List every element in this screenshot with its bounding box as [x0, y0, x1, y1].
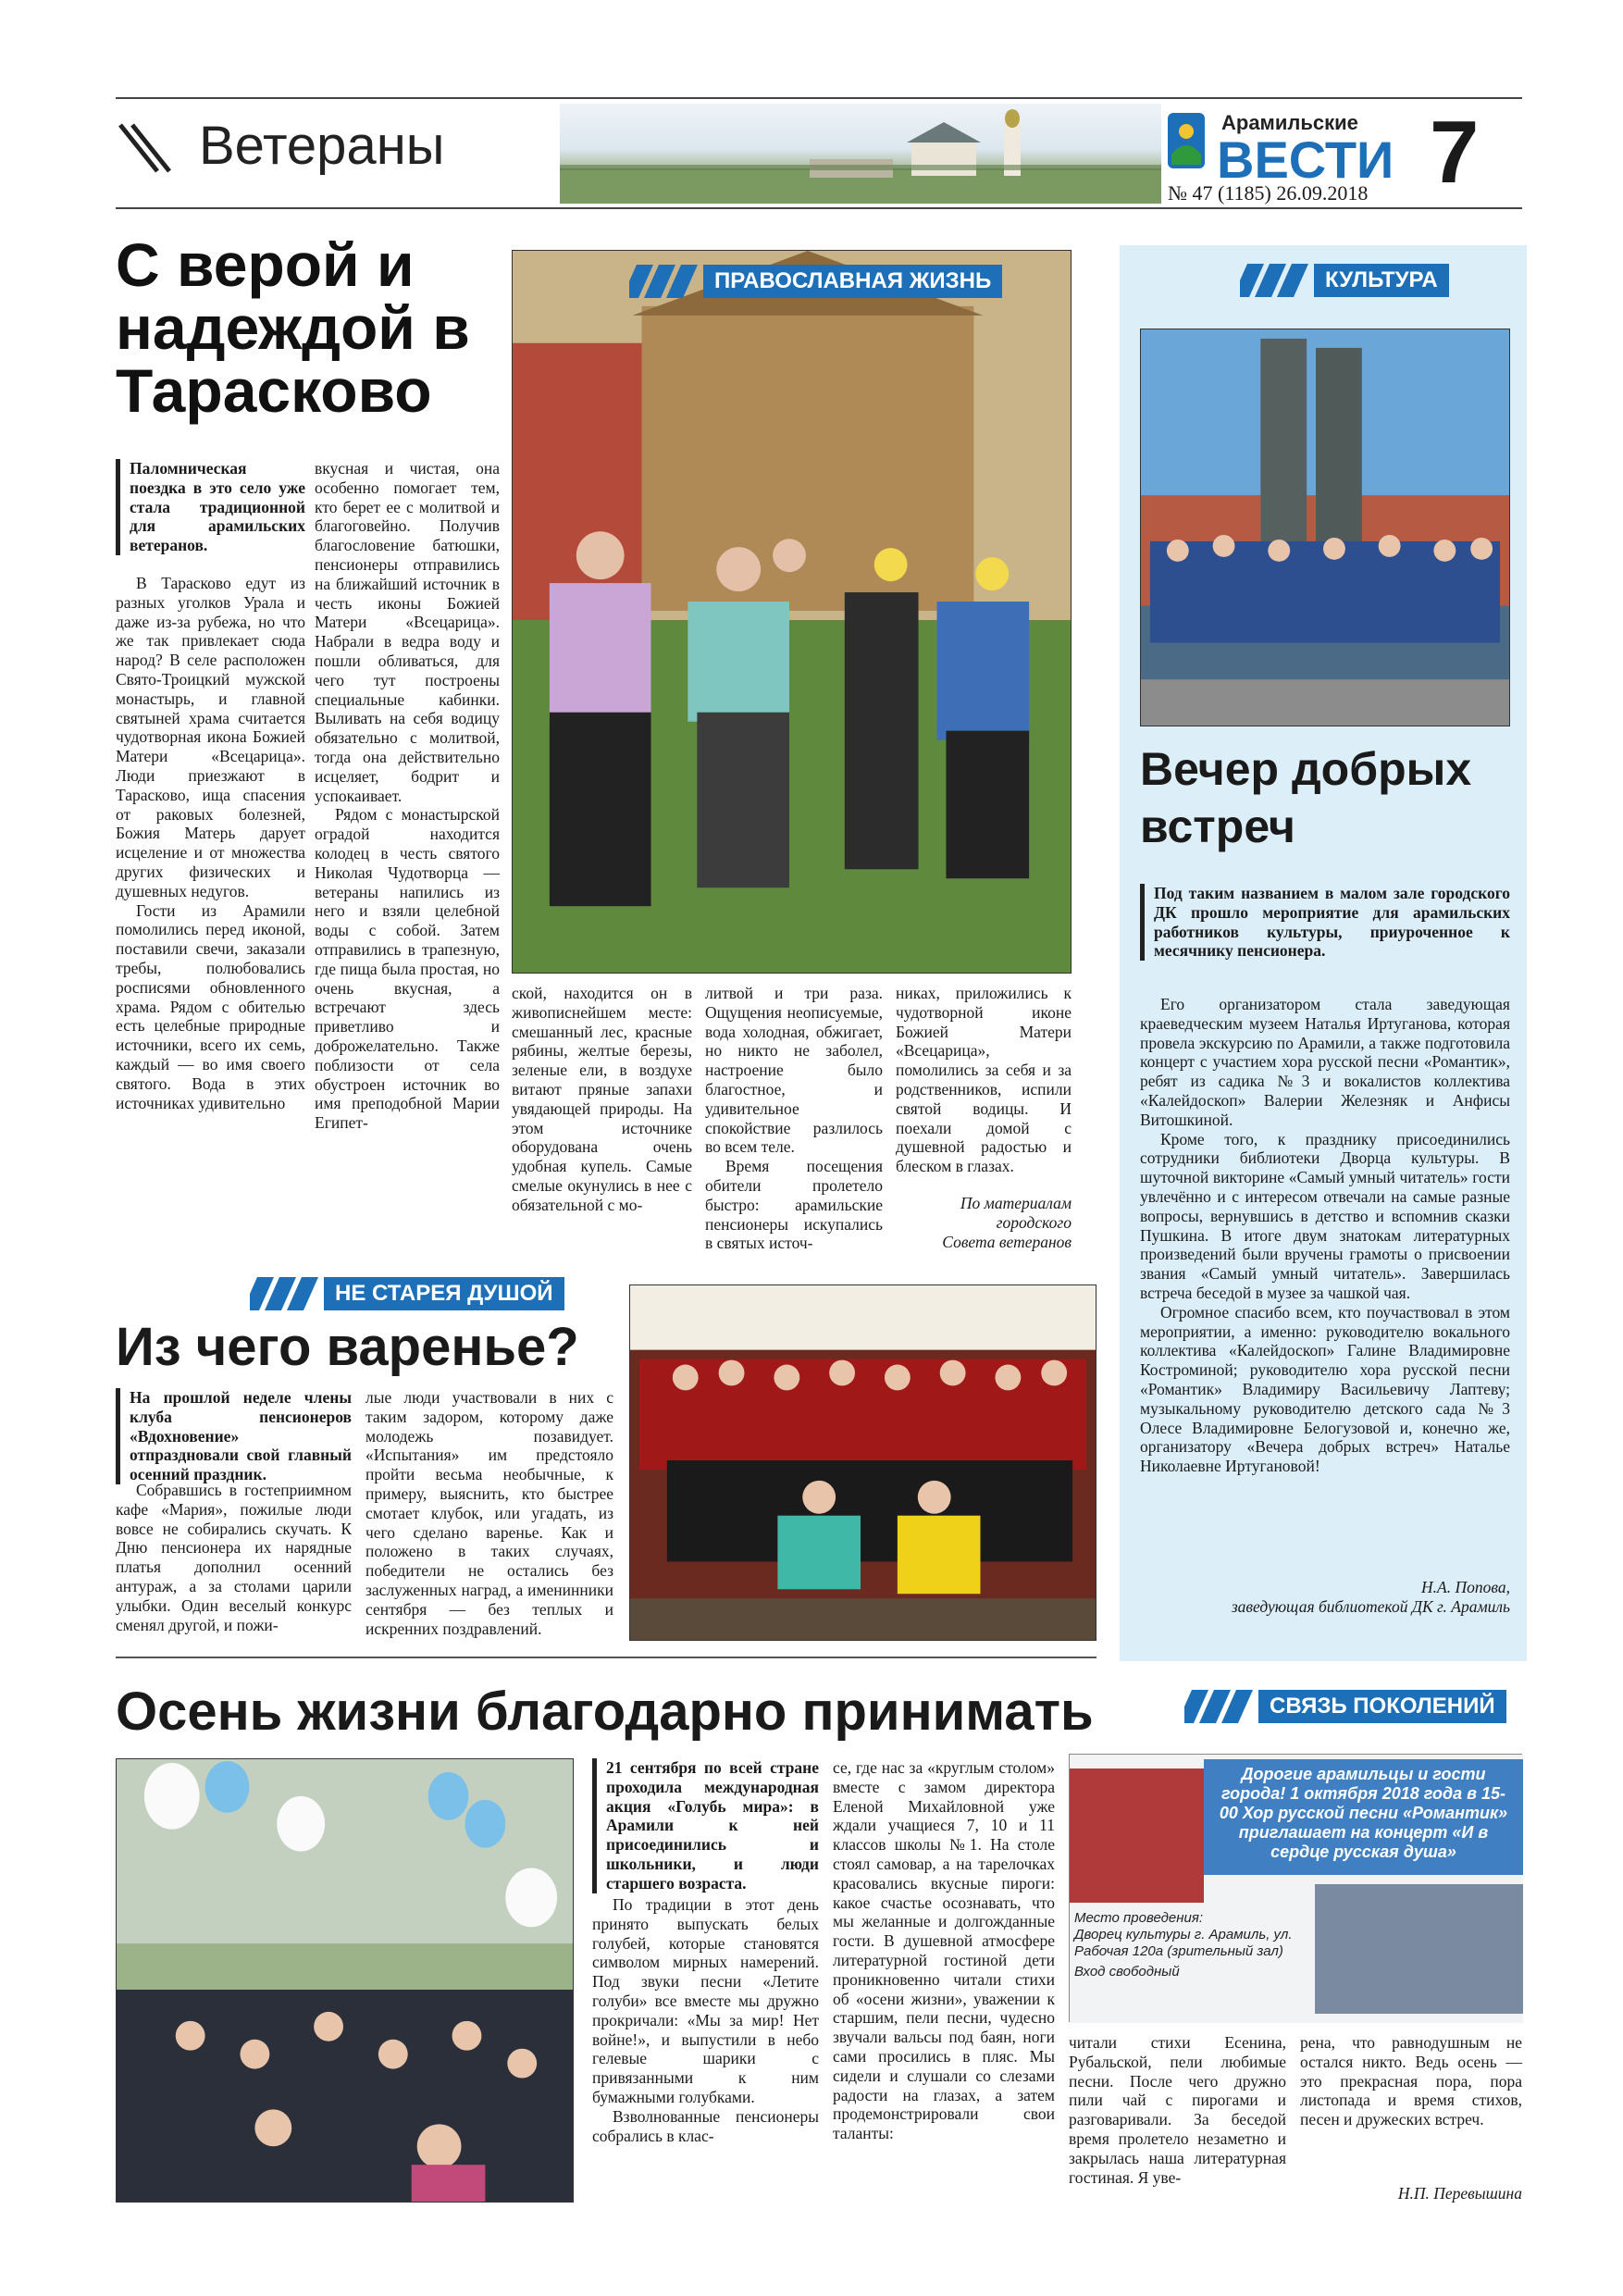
article2-sig-line2: заведующая библиотекой ДК г. Арамиль — [1231, 1597, 1510, 1616]
newspaper-logo — [1166, 104, 1393, 187]
article2-title: Вечер добрых встреч — [1140, 743, 1472, 852]
article2-signature — [1140, 1578, 1510, 1617]
article1-lead: Паломническая поездка в это село уже стала традиционной для арамильских ветеранов. — [116, 459, 305, 555]
article2-lead: Под таким названием в малом зале городского ДК прошло мероприятие для арамильских работников культуры, приуроченное к месячнику пенсионера. — [1140, 884, 1510, 961]
article2-tag — [1240, 264, 1449, 297]
article3-col2 — [365, 1388, 613, 1638]
article4-title: Осень жизни благодарно принимать — [116, 1682, 1094, 1742]
article1-col2-p1: вкусная и чистая, она особенно помогает тем, кто берет ее с молитвой и благоговейно. Получив благословение батюшки, пенсионеры отправились на ближайший источник в честь иконы Божией Матери «Всецарица». Набрали в ведра воду и пошли обливаться, для чего тут построены специальные кабинки. Выливать на себя водицу обязательно с молитвой, тогда она действительно исцеляет, бодрит и успокаивает. — [315, 459, 500, 805]
article1-tag-label: ПРАВОСЛАВНАЯ ЖИЗНЬ — [703, 265, 1002, 298]
article1-col4 — [705, 984, 883, 1253]
article2-p1: Его организатором стала заведующая краеведческим музеем Наталья Иртуганова, которая провела экскурсию по Арамили, а также подготовила концерт с участием хора русской песни «Романтик», ребят из садика №3 и вокалистов коллектива «Калейдоскоп» Валерии Железняк и Анфисы Витошкиной. — [1140, 995, 1510, 1129]
article1-col1-p2: Гости из Арамили помолились перед иконой, поставили свечи, заказали требы, полюбовались росписями обновленного храма. Рядом с обителью есть целебные природные источники, всего их семь, каждый — во имя своего святого. Вода в этих источниках удивительно — [116, 900, 305, 1112]
poster-place-label: Место проведения: — [1074, 1910, 1204, 1926]
article2-p3: Огромное спасибо всем, кто поучаствовал в этом мероприятии, а именно: руководителю вокального коллектива «Калейдоскоп» Галине Владимировне Костроминой; руководителю хора русской песни «Романтик» Владимиру Васильевичу Лаптеву; музыкальному руководителю детского сада №3 Олесе Владимировне Белогузовой и, конечно же, организатору «Вечера добрых встреч» Наталье Николаевне Иртугановой! — [1140, 1302, 1510, 1476]
poster-stage-photo — [1315, 1884, 1523, 2014]
concert-poster — [1069, 1754, 1522, 2022]
article3-col1-p1: Собравшись в гостеприимном кафе «Мария», пожилые люди вовсе не собирались скучать. К Дню пенсионера их нарядные платья дополнил осенний антураж, а за столами царили улыбки. Один веселый конкурс сменял другой, и пожи- — [116, 1481, 352, 1634]
logo-top-text: Арамильские — [1221, 111, 1358, 134]
article1-col3 — [512, 984, 692, 1215]
article4-col4 — [1300, 2033, 1522, 2129]
tag-stripes-icon — [629, 265, 703, 298]
section-title: Ветераны — [199, 116, 445, 176]
article2-monument-photo — [1140, 329, 1510, 726]
article2-body — [1140, 995, 1510, 1476]
poster-title-box — [1204, 1759, 1523, 1875]
section-slashes-icon — [116, 120, 171, 176]
article3-group-photo — [629, 1285, 1096, 1641]
article4-col2 — [833, 1758, 1055, 2143]
article1-sig-line3: Совета ветеранов — [942, 1233, 1072, 1251]
tag-stripes-icon — [1184, 1690, 1258, 1723]
article1-sig-line1: По материалам — [960, 1194, 1072, 1212]
article4-signature: Н.П. Перевышина — [1397, 2184, 1522, 2203]
article1-title: С верой и надеждой в Тарасково — [116, 230, 470, 425]
article1-col2-p2: Рядом с монастырской оградой находится колодец в честь святого Николая Чудотворца — ветераны напились из него и взяли целебной воды с собой. Затем отправились в трапезную, где пища была простая, но очень вкусная, а встречают здесь приветливо и доброжелательно. Также поблизости от села обустроен источник во имя преподобной Марии Египет- — [315, 805, 500, 1133]
article1-sig-line2: городского — [996, 1213, 1072, 1232]
page-number: 7 — [1430, 103, 1480, 202]
article4-col1-p1: По традиции в этот день принято выпускать белых голубей, которые становятся символом мирных намерений. Под звуки песни «Летите голуби» все вместе мы дружно прокричали: «Мы за мир! Нет войне!», и выпустили в небо гелевые шарики с привязанными к ним бумажными голубками. — [592, 1895, 819, 2106]
article4-col1 — [592, 1895, 819, 2145]
article1-col1-p1: В Тарасково едут из разных уголков Урала и даже из-за рубежа, но что же так привлекает сюда народ? В селе расположен Свято-Троицкий мужской монастырь, и главной святыней храма считается чудотворная икона Божией Матери «Всецарица». Люди приезжают в Тарасково, ища спасения от раковых болезней, Божия Матерь дарует исцеление и от множества других физических и душевных недугов. — [116, 574, 305, 900]
article1-col2 — [315, 459, 500, 1133]
article3-col1 — [116, 1481, 352, 1634]
article4-balloons-photo — [116, 1758, 574, 2203]
article1-signature — [896, 1194, 1072, 1252]
article4-tag — [1184, 1690, 1506, 1723]
article4-col4-p1: рена, что равнодушным не остался никто. Ведь осень — это прекрасная пора, пора листопада и время стихов, песен и дружеских встреч. — [1300, 2033, 1522, 2129]
article3-title: Из чего варенье? — [116, 1317, 579, 1377]
tag-stripes-icon — [250, 1277, 324, 1310]
article4-col3 — [1069, 2033, 1286, 2187]
article1-col3-p1: ской, находится он в живописнейшем месте: смешанный лес, красные рябины, желтые березы, зеленые ели, в воздухе витают пряные запахи увядающей природы. На этом источнике оборудована очень удобная купель. Самые смелые окунулись в нее с обязательной с мо- — [512, 984, 692, 1214]
tag-stripes-icon — [1240, 264, 1314, 297]
article1-col4-p1: литвой и три раза. Ощущения неописуемые, вода холодная, обжигает, но никто не заболел, настроение было благостное, и удивительное спокойствие разлилось во всем теле. — [705, 984, 883, 1157]
article4-col3-p1: читали стихи Есенина, Рубальской, пели любимые песни. После чего дружно пили чай с пирогами и разговаривали. За беседой время пролетело незаметно и закрылась наша литературная гостиная. Я уве- — [1069, 2033, 1286, 2187]
article1-col5-p1: никах, приложились к чудотворной иконе Божией Матери «Всецарица», помолились за себя и за родственников, испили святой водицы. И поехали домой с душевной радостью и блеском в глазах. — [896, 984, 1072, 1176]
poster-entry: Вход свободный — [1074, 1964, 1180, 1980]
poster-place-block — [1074, 1910, 1310, 1980]
header-top-rule — [116, 97, 1522, 99]
article4-col2-p1: се, где нас за «круглым столом» вместе с замом директора Еленой Михайловной уже ждали учащиеся 7, 10 и 11 классов школы №1. На столе стоял самовар, а на тарелочках красовались вкусные пироги: какое счастье осознавать, что мы желанные и долгожданные гости. В душевной атмосфере литературной гостиной дети проникновенно читали стихи об «осени жизни», уважении к старшим, пели песни, чудесно звучали вальсы под баян, ноги сами просились в пляс. Мы сидели и слушали со слезами радости на глазах, а затем продемонстрировали свои таланты: — [833, 1758, 1055, 2143]
article1-col1 — [116, 574, 305, 1112]
logo-main-text: ВЕСТИ — [1217, 130, 1393, 187]
header-church-photo — [560, 104, 1161, 204]
article1-col5 — [896, 984, 1072, 1176]
article3-col2-p1: лые люди участвовали в них с таким задором, которому даже молодежь позавидует. «Испытания» им предстояло пройти весьма необычные, к примеру, выяснить, кто быстрее смотает клубок, или угадать, из чего сделано варенье. Как и положено в таких случаях, победители не остались без заслуженных наград, а именинники сентября — без теплых и искренних поздравлений. — [365, 1388, 613, 1638]
article2-sig-line1: Н.А. Попова, — [1421, 1578, 1510, 1596]
article1-tag — [629, 265, 1002, 298]
header-bottom-rule — [116, 207, 1522, 209]
article1-col4-p2: Время посещения обители пролетело быстро: арамильские пенсионеры искупались в святых источ- — [705, 1157, 883, 1253]
article4-col1-p2: Взволнованные пенсионеры собрались в клас- — [592, 2106, 819, 2145]
article1-pilgrims-photo — [512, 250, 1072, 974]
article2-p2: Кроме того, к празднику присоединились сотрудники библиотеки Дворца культуры. В шуточной викторине «Самый умный читатель» гости увлечённо и с интересом отвечали на самые разные вопросы, вернувшись в детство и вспомнив сказки Пушкина. В итоге двум знатокам литературных произведений были вручены грамоты о присвоении звания «Самый умный читатель». Завершилась встреча беседой в музее за чашкой чая. — [1140, 1129, 1510, 1302]
article3-tag-label: НЕ СТАРЕЯ ДУШОЙ — [324, 1277, 564, 1310]
poster-place: Дворец культуры г. Арамиль, ул. Рабочая 120а (зрительный зал) — [1074, 1927, 1293, 1959]
article3-tag — [250, 1277, 564, 1310]
article4-lead: 21 сентября по всей стране проходила международная акция «Голубь мира»: в Арамили к ней присоединились и школьники, и люди старшего возраста. — [592, 1758, 819, 1893]
article2-tag-label: КУЛЬТУРА — [1314, 264, 1449, 297]
issue-number: № 47 (1185) 26.09.2018 — [1168, 181, 1369, 205]
divider-rule — [116, 1657, 1096, 1658]
poster-title: Дорогие арамильцы и гости города! 1 октября 2018 года в 15-00 Хор русской песни «Романтик» приглашает на концерт «И в сердце русская душа» — [1219, 1765, 1508, 1861]
article4-tag-label: СВЯЗЬ ПОКОЛЕНИЙ — [1258, 1690, 1506, 1723]
poster-choir-photo — [1070, 1769, 1204, 1903]
article3-lead: На прошлой неделе члены клуба пенсионеров «Вдохновение» отпраздновали свой главный осенний праздник. — [116, 1388, 352, 1484]
